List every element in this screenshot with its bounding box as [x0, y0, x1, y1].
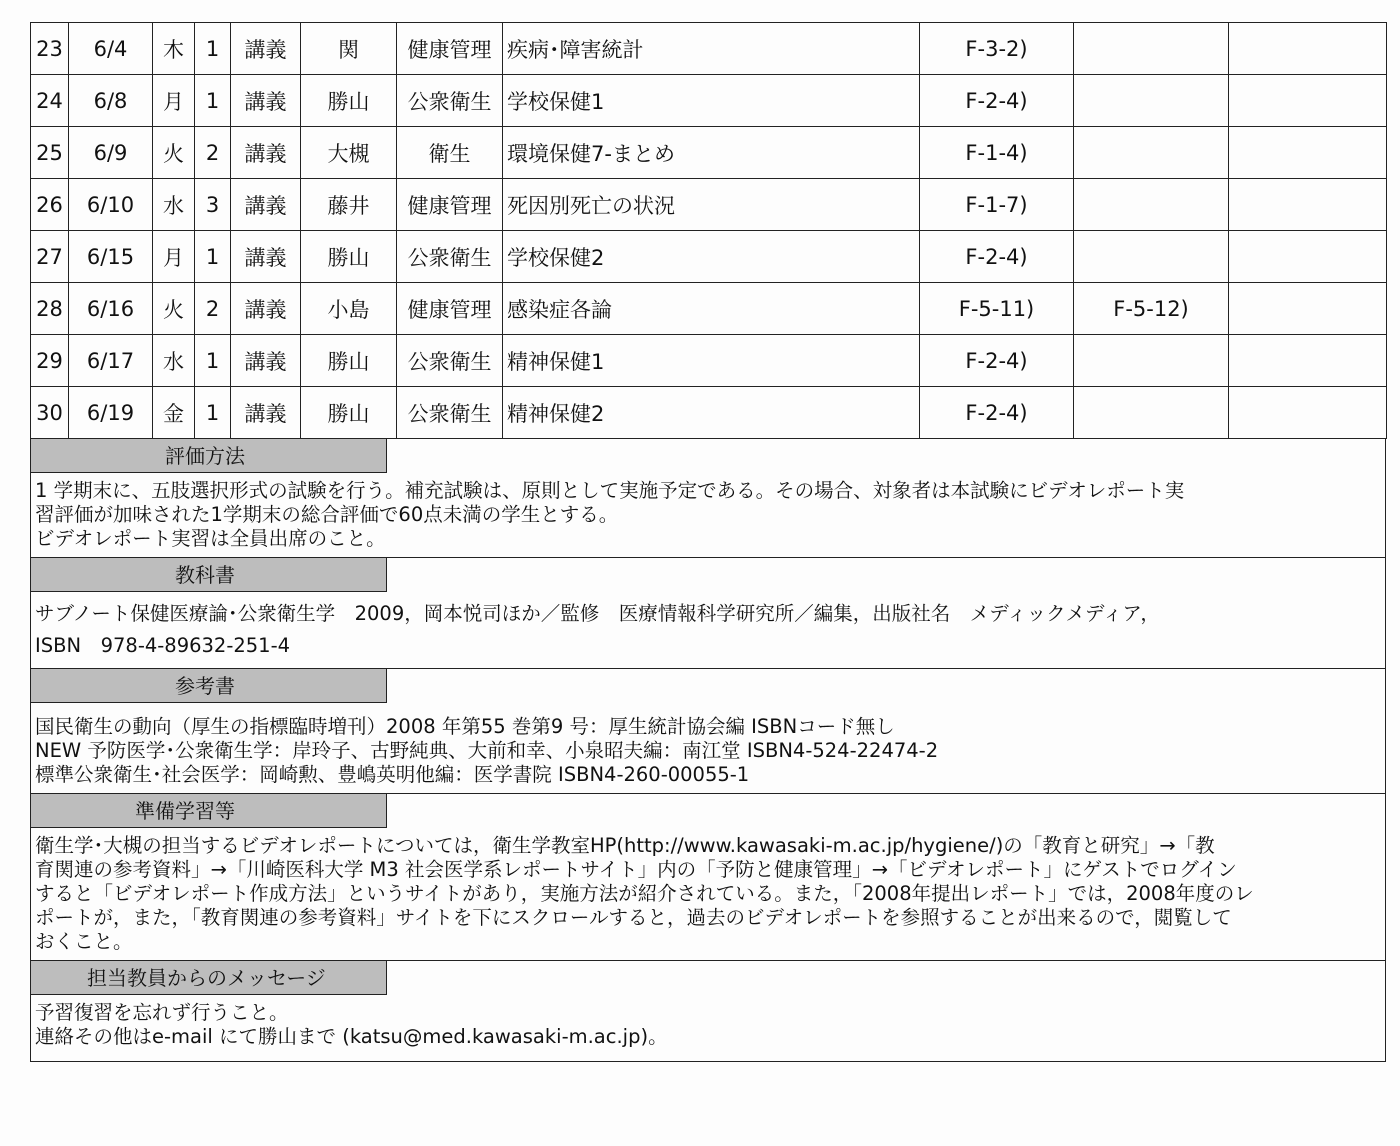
lecture-weekday: 水	[153, 335, 195, 387]
evaluation-text: 1 学期末に、五肢選択形式の試験を行う。補充試験は、原則として実施予定である。その場合、対象者は本試験にビデオレポート実 習評価が加味された1学期末の総合評価で60点未満の学生とする。 ビデオレポート実習は全員出席のこと。	[35, 479, 1185, 550]
lecture-type: 講義	[231, 335, 301, 387]
lecture-subject: 公衆衛生	[397, 75, 503, 127]
textbook-text: サブノート保健医療論･公衆衛生学 2009，岡本悦司ほか／監修 医療情報科学研究所／編集，出版社名 メディックメディア， ISBN 978-4-89632-251-4	[35, 602, 1160, 657]
lecture-number: 28	[31, 283, 69, 335]
reference-section	[30, 669, 1386, 794]
message-section	[30, 961, 1386, 1062]
curriculum-code-2	[1074, 231, 1229, 283]
lecture-period: 1	[195, 335, 231, 387]
table-row	[31, 127, 1387, 179]
table-row	[31, 23, 1387, 75]
lecture-topic: 精神保健2	[503, 387, 920, 439]
textbook-heading: 教科書	[31, 558, 387, 592]
syllabus-page	[30, 22, 1386, 1062]
curriculum-code-2: F-5-12)	[1074, 283, 1229, 335]
lecture-subject: 健康管理	[397, 283, 503, 335]
curriculum-code-1: F-2-4)	[920, 75, 1074, 127]
preparation-text: 衛生学･大槻の担当するビデオレポートについては，衛生学教室HP(http://www.kawasaki-m.ac.jp/hygiene/)の「教育と研究」→「教 育関連の参考資料」→「川崎医科大学 M3 社会医学系レポートサイト」内の「予防と健康管理」→「ビデオレポート」にゲストでログイン すると「ビデオレポート作成方法」というサイトがあり，実施方法が紹介されている。また，「2008年提出レポート」では，2008年度のレ ポートが，また，「教育関連の参考資料」サイトを下にスクロールすると，過去のビデオレポートを参照することが出来るので，閲覧して おくこと。	[35, 834, 1254, 953]
lecture-topic: 感染症各論	[503, 283, 920, 335]
lecture-number: 30	[31, 387, 69, 439]
curriculum-code-3	[1229, 179, 1387, 231]
lecture-topic: 環境保健7-まとめ	[503, 127, 920, 179]
lecture-weekday: 金	[153, 387, 195, 439]
curriculum-code-1: F-3-2)	[920, 23, 1074, 75]
lecture-period: 1	[195, 23, 231, 75]
lecture-teacher: 勝山	[301, 387, 397, 439]
curriculum-code-1: F-1-7)	[920, 179, 1074, 231]
lecture-subject: 健康管理	[397, 23, 503, 75]
lecture-topic: 学校保健1	[503, 75, 920, 127]
curriculum-code-3	[1229, 23, 1387, 75]
evaluation-section	[30, 439, 1386, 558]
evaluation-heading: 評価方法	[31, 439, 387, 473]
lecture-teacher: 勝山	[301, 231, 397, 283]
table-row	[31, 75, 1387, 127]
textbook-section	[30, 558, 1386, 669]
table-row	[31, 387, 1387, 439]
lecture-teacher: 小島	[301, 283, 397, 335]
lecture-date: 6/17	[69, 335, 153, 387]
preparation-section	[30, 794, 1386, 961]
lecture-weekday: 水	[153, 179, 195, 231]
curriculum-code-2	[1074, 179, 1229, 231]
lecture-teacher: 藤井	[301, 179, 397, 231]
lecture-date: 6/15	[69, 231, 153, 283]
lecture-weekday: 月	[153, 231, 195, 283]
lecture-type: 講義	[231, 23, 301, 75]
table-row	[31, 231, 1387, 283]
lecture-date: 6/8	[69, 75, 153, 127]
curriculum-code-3	[1229, 127, 1387, 179]
lecture-subject: 公衆衛生	[397, 231, 503, 283]
lecture-topic: 死因別死亡の状況	[503, 179, 920, 231]
curriculum-code-2	[1074, 23, 1229, 75]
lecture-period: 1	[195, 75, 231, 127]
curriculum-code-1: F-2-4)	[920, 231, 1074, 283]
lecture-teacher: 勝山	[301, 335, 397, 387]
lecture-period: 3	[195, 179, 231, 231]
lecture-period: 1	[195, 231, 231, 283]
lecture-weekday: 木	[153, 23, 195, 75]
curriculum-code-3	[1229, 283, 1387, 335]
lecture-date: 6/19	[69, 387, 153, 439]
table-row	[31, 283, 1387, 335]
lecture-type: 講義	[231, 283, 301, 335]
lecture-teacher: 勝山	[301, 75, 397, 127]
lecture-date: 6/10	[69, 179, 153, 231]
curriculum-code-3	[1229, 75, 1387, 127]
lecture-number: 26	[31, 179, 69, 231]
lecture-teacher: 大槻	[301, 127, 397, 179]
reference-text: 国民衛生の動向（厚生の指標臨時増刊）2008 年第55 巻第9 号：厚生統計協会編 ISBNコード無し NEW 予防医学･公衆衛生学：岸玲子、古野純典、大前和幸、小泉昭夫編：南江堂 ISBN4-524-22474-2 標準公衆衛生･社会医学：岡崎勲、豊嶋英明他編：医学書院 ISBN4-260-00055-1	[35, 715, 939, 786]
lecture-subject: 衛生	[397, 127, 503, 179]
table-row	[31, 179, 1387, 231]
curriculum-code-3	[1229, 335, 1387, 387]
preparation-heading: 準備学習等	[31, 794, 387, 828]
reference-heading: 参考書	[31, 669, 387, 703]
lecture-subject: 公衆衛生	[397, 387, 503, 439]
lecture-period: 1	[195, 387, 231, 439]
curriculum-code-3	[1229, 231, 1387, 283]
lecture-teacher: 関	[301, 23, 397, 75]
lecture-number: 24	[31, 75, 69, 127]
lecture-number: 25	[31, 127, 69, 179]
lecture-schedule-table	[30, 22, 1387, 439]
curriculum-code-2	[1074, 75, 1229, 127]
lecture-weekday: 火	[153, 127, 195, 179]
curriculum-code-2	[1074, 127, 1229, 179]
schedule-rows	[31, 23, 1387, 439]
lecture-type: 講義	[231, 179, 301, 231]
lecture-number: 27	[31, 231, 69, 283]
lecture-weekday: 火	[153, 283, 195, 335]
lecture-topic: 学校保健2	[503, 231, 920, 283]
message-heading: 担当教員からのメッセージ	[31, 961, 387, 995]
lecture-subject: 公衆衛生	[397, 335, 503, 387]
lecture-weekday: 月	[153, 75, 195, 127]
lecture-date: 6/4	[69, 23, 153, 75]
lecture-topic: 精神保健1	[503, 335, 920, 387]
lecture-date: 6/16	[69, 283, 153, 335]
curriculum-code-1: F-1-4)	[920, 127, 1074, 179]
curriculum-code-2	[1074, 387, 1229, 439]
curriculum-code-2	[1074, 335, 1229, 387]
curriculum-code-3	[1229, 387, 1387, 439]
curriculum-code-1: F-2-4)	[920, 387, 1074, 439]
lecture-type: 講義	[231, 75, 301, 127]
lecture-type: 講義	[231, 387, 301, 439]
lecture-period: 2	[195, 283, 231, 335]
lecture-number: 23	[31, 23, 69, 75]
lecture-topic: 疾病･障害統計	[503, 23, 920, 75]
message-text: 予習復習を忘れず行うこと。 連絡その他はe-mail にて勝山まで (katsu@med.kawasaki-m.ac.jp)。	[35, 1001, 668, 1048]
lecture-subject: 健康管理	[397, 179, 503, 231]
lecture-date: 6/9	[69, 127, 153, 179]
lecture-period: 2	[195, 127, 231, 179]
lecture-type: 講義	[231, 127, 301, 179]
curriculum-code-1: F-2-4)	[920, 335, 1074, 387]
table-row	[31, 335, 1387, 387]
lecture-type: 講義	[231, 231, 301, 283]
curriculum-code-1: F-5-11)	[920, 283, 1074, 335]
lecture-number: 29	[31, 335, 69, 387]
